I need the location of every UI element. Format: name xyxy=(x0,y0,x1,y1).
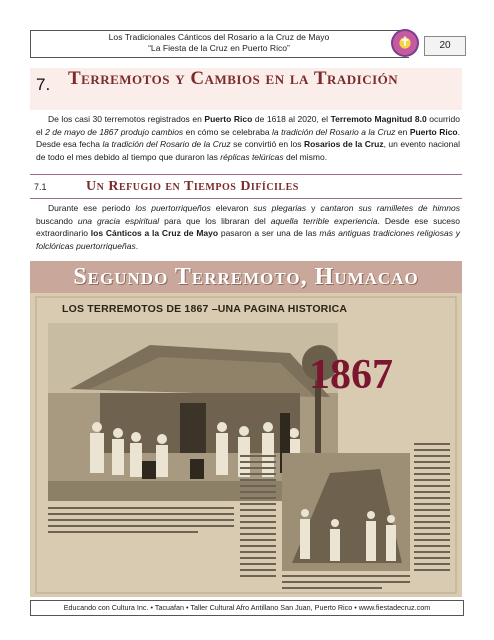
section-7-paragraph xyxy=(36,113,460,163)
text-run: sus plegarias xyxy=(253,203,307,213)
header-title-line1: Los Tradicionales Cánticos del Rosario a la Cruz de Mayo xyxy=(108,32,330,42)
text-run: pasaron a ser una de las xyxy=(218,228,320,239)
text-run: Puerto Rico xyxy=(409,126,458,137)
text-run: de 1618 al 2020, el xyxy=(252,114,331,124)
text-run: en cómo se celebraba xyxy=(183,126,273,137)
text-run: los Cánticos a la Cruz de Mayo xyxy=(90,228,219,239)
text-run: cantaron sus ramilletes de himnos xyxy=(320,203,460,213)
section-banner xyxy=(30,261,462,293)
text-run: ocurrido el xyxy=(36,114,460,137)
text-run: los puertorriqueños xyxy=(135,203,211,213)
text-run: la tradición del Rosario a la Cruz xyxy=(272,126,396,137)
historic-newspaper-image xyxy=(30,293,462,597)
text-run: , un evento nacional de todo el mes debido al tiempo que duraron las xyxy=(36,139,461,162)
newspaper-headline: LOS TERREMOTOS DE 1867 –UNA PAGINA HISTORICA xyxy=(62,303,348,315)
text-run: 2 de mayo de 1867 produjo cambios xyxy=(45,126,184,137)
divider xyxy=(30,198,462,199)
text-run: réplicas telúricas xyxy=(220,151,284,162)
text-run: buscando xyxy=(36,215,78,226)
header-title-line2: “La Fiesta de la Cruz en Puerto Rico” xyxy=(148,43,290,53)
text-run: Puerto Rico xyxy=(204,114,253,124)
text-run: la tradición del Rosario de la Cruz xyxy=(102,139,231,150)
text-run: para que los libraran del xyxy=(159,215,271,226)
text-run: . Desde esa fecha xyxy=(36,126,460,150)
section-7-heading xyxy=(30,68,462,110)
text-run: . Desde ese suceso extraordinario xyxy=(36,215,461,239)
text-run: y xyxy=(306,203,321,213)
newspaper-illustration xyxy=(30,293,462,597)
header-title xyxy=(30,32,408,54)
text-run: aquella terrible experiencia xyxy=(270,215,378,226)
text-run: del mismo. xyxy=(283,151,328,162)
text-run: una gracia espiritual xyxy=(77,215,160,226)
text-run: más antiguas tradiciones religiosas y folclóricas puertorriqueñas xyxy=(36,228,460,251)
divider xyxy=(30,174,462,175)
text-run: Rosarios de la Cruz xyxy=(303,139,384,150)
year-label: 1867 xyxy=(309,352,393,398)
page-number: 20 xyxy=(424,36,466,56)
text-run: se convirtió en los xyxy=(230,139,304,150)
section-7-title: Terremotos y Cambios en la Tradición xyxy=(68,68,399,89)
text-run: elevaron xyxy=(210,203,254,213)
section-7-1-heading xyxy=(30,179,462,197)
text-run: Durante ese periodo xyxy=(48,203,136,213)
page-footer: Educando con Cultura Inc. • Tacuafan • Taller Cultural Afro Antillano San Juan, Puerto Rico • www.fiestadecruz.com xyxy=(30,600,464,616)
section-7-1-title: Un Refugio en Tiempos Difíciles xyxy=(86,179,299,194)
text-run: . xyxy=(135,240,139,251)
banner-title: Segundo Terremoto, Humacao xyxy=(73,264,419,290)
text-run: en xyxy=(395,126,410,137)
section-7-1-paragraph xyxy=(36,202,460,252)
section-7-number: 7. xyxy=(36,75,51,94)
text-run: De los casi 30 terremotos registrados en xyxy=(48,114,205,124)
text-run: Terremoto Magnitud 8.0 xyxy=(330,114,427,124)
cross-emblem-icon: ✝ xyxy=(391,29,419,57)
section-7-1-number: 7.1 xyxy=(34,182,47,192)
page-header xyxy=(30,30,464,58)
